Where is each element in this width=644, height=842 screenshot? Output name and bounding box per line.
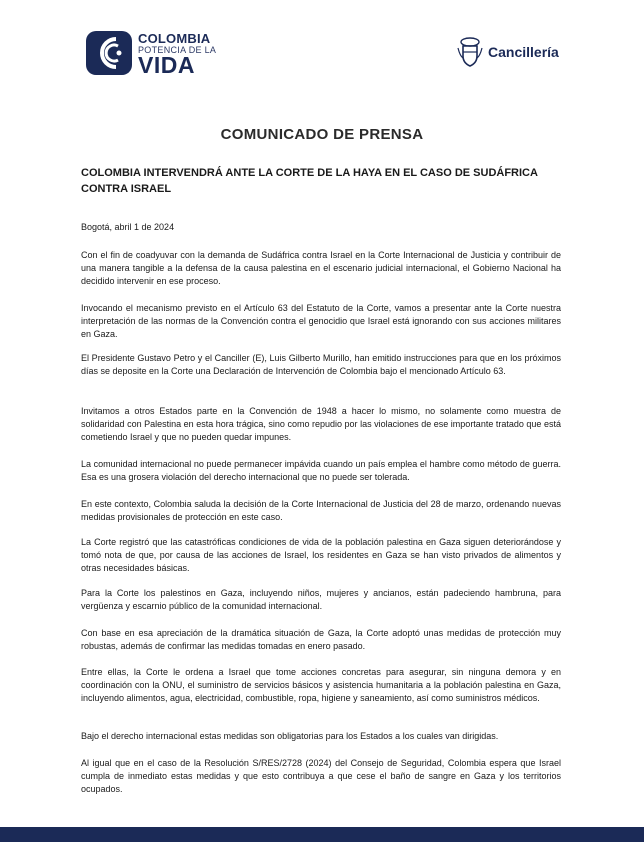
dateline: Bogotá, abril 1 de 2024 [81,222,175,232]
paragraph: Invitamos a otros Estados parte en la Convención de 1948 a hacer lo mismo, no solamente como muestra de solidaridad con Palestina en esta hora trágica, sino como repudio por las violaciones de ese importante tratado que está cometiendo Israel y que no pueden quedar impunes. [81,406,561,442]
paragraph: Con base en esa apreciación de la dramática situación de Gaza, la Corte adoptó unas medidas de protección muy robustas, además de confirmar las medidas tomadas en enero pasado. [81,628,561,651]
coat-of-arms-icon [456,36,484,68]
headline: COLOMBIA INTERVENDRÁ ANTE LA CORTE DE LA HAYA EN EL CASO DE SUDÁFRICA CONTRA ISRAEL [81,167,538,195]
paragraph: Invocando el mecanismo previsto en el Artículo 63 del Estatuto de la Corte, vamos a presentar ante la Corte nuestra interpretación de las normas de la Convención contra el genocidio que Israel está ignorando con sus acciones militares en Gaza. [81,303,561,339]
logo-line-vida: VIDA [138,52,195,78]
colombia-logo-icon [86,31,132,75]
document-title: COMUNICADO DE PRENSA [220,126,424,143]
paragraph: Bajo el derecho internacional estas medidas son obligatorias para los Estados a los cuales van dirigidas. [81,731,499,741]
cancilleria-logo [456,36,566,70]
paragraph: La comunidad internacional no puede permanecer impávida cuando un país emplea el hambre como método de guerra. Esa es una grosera violación del derecho internacional que no puede ser tolerada. [81,459,561,482]
cancilleria-wordmark: Cancillería [488,44,559,60]
paragraph: En este contexto, Colombia saluda la decisión de la Corte Internacional de Justicia del 28 de marzo, ordenando nuevas medidas provisionales de protección en este caso. [81,499,561,522]
footer-bar [0,827,644,842]
logo-line-potencia: POTENCIA DE LA [138,45,217,55]
paragraph: Entre ellas, la Corte le ordena a Israel que tome acciones concretas para asegurar, sin ninguna demora y en coordinación con la ONU, el suministro de servicios básicos y asistencia humanitaria a la población palestina en Gaza, incluyendo alimentos, agua, electricidad, combustible, ropa, higiene y saneamiento, así como suministros médicos. [81,667,561,703]
paragraph: Para la Corte los palestinos en Gaza, incluyendo niños, mujeres y ancianos, están padeciendo hambruna, para vergüenza y escarnio público de la comunidad internacional. [81,588,561,611]
colombia-potencia-de-la-vida-logo [86,31,221,78]
paragraph: El Presidente Gustavo Petro y el Canciller (E), Luis Gilberto Murillo, han emitido instrucciones para que en los próximos días se deposite en la Corte una Declaración de Intervención de Colombia bajo el mencionado Artículo 63. [81,353,561,376]
logo-line-colombia: COLOMBIA [138,31,211,46]
paragraph: Con el fin de coadyuvar con la demanda de Sudáfrica contra Israel en la Corte Internacional de Justicia y contribuir de una manera tangible a la defensa de la causa palestina en el escenario judicial internacional, el Gobierno Nacional ha decidido intervenir en ese proceso. [81,250,561,286]
paragraph: La Corte registró que las catastróficas condiciones de vida de la población palestina en Gaza siguen deteriorándose y tomó nota de que, por causa de las acciones de Israel, los residentes en Gaza se han visto privados de alimentos y otras necesidades básicas. [81,537,561,573]
paragraph: Al igual que en el caso de la Resolución S/RES/2728 (2024) del Consejo de Seguridad, Colombia espera que Israel cumpla de inmediato estas medidas y que esto contribuya a que cese el baño de sangre en Gaza y los territorios ocupados. [81,758,561,794]
